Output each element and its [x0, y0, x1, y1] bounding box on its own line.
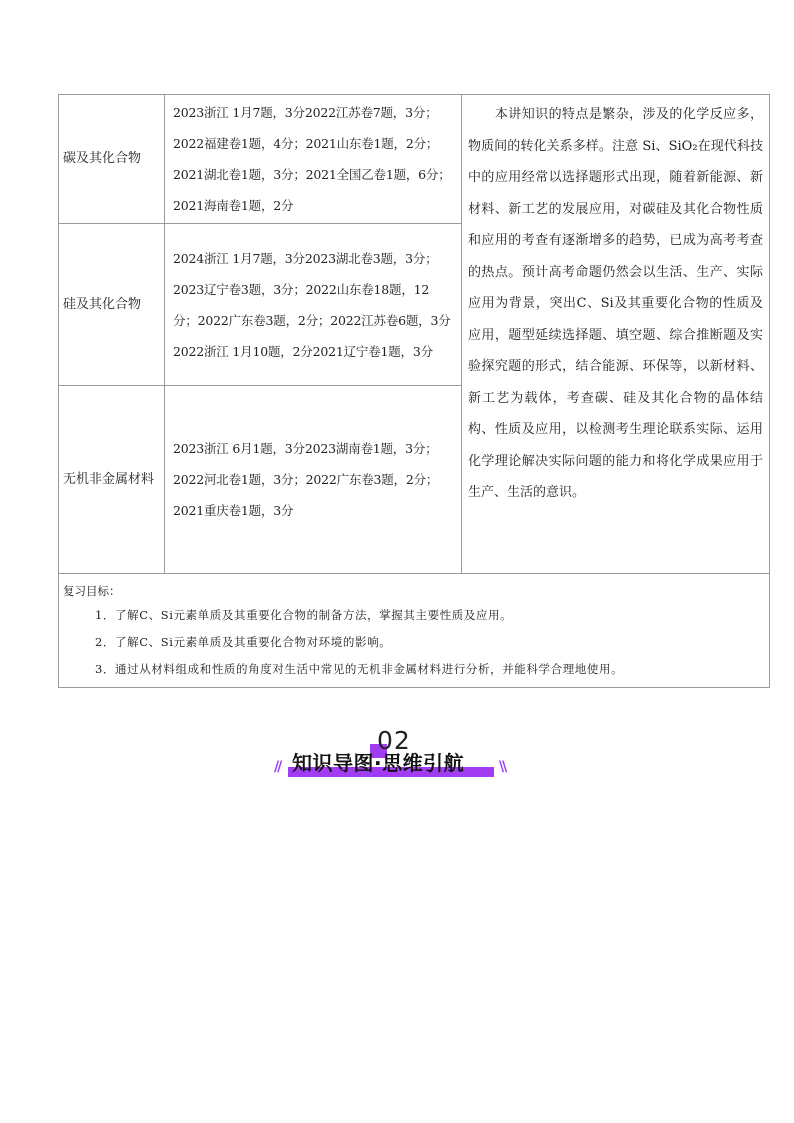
exam-list-cell: 2023浙江 6月1题，3分2023湖南卷1题，3分；2022河北卷1题，3分；2022广东卷3题，2分；2021重庆卷1题，3分 [165, 386, 462, 574]
topic-cell: 无机非金属材料 [59, 386, 165, 574]
section-header [0, 714, 794, 784]
goals-row [59, 574, 770, 688]
exam-list-cell: 2024浙江 1月7题，3分2023湖北卷3题，3分；2023辽宁卷3题，3分；2022山东卷18题，12分；2022广东卷3题，2分；2022江苏卷6题，3分2022浙江 1月10题，2分2021辽宁卷1题，3分 [165, 224, 462, 386]
goal-item: 3．通过从材料组成和性质的角度对生活中常见的无机非金属材料进行分析，并能科学合理地使用。 [95, 662, 624, 676]
section-title: 知识导图·思维引航 [292, 751, 465, 775]
goal-item: 1．了解C、Si元素单质及其重要化合物的制备方法，掌握其主要性质及应用。 [95, 608, 513, 622]
topic-cell: 硅及其化合物 [59, 224, 165, 386]
review-goals-cell [59, 574, 770, 688]
topic-cell: 碳及其化合物 [59, 95, 165, 224]
left-slash-decoration: // [274, 759, 281, 775]
section-number: 02 [377, 726, 411, 755]
exam-list-cell: 2023浙江 1月7题，3分2022江苏卷7题，3分；2022福建卷1题，4分；2021山东卷1题，2分；2021湖北卷1题，3分；2021全国乙卷1题，6分；2021海南卷1题，2分 [165, 95, 462, 224]
goals-title: 复习目标： [63, 584, 121, 598]
exam-analysis-table [58, 94, 770, 688]
goal-item: 2．了解C、Si元素单质及其重要化合物对环境的影响。 [95, 635, 392, 649]
table-row [59, 95, 770, 224]
right-slash-decoration: \\ [499, 759, 506, 775]
analysis-cell: 本讲知识的特点是繁杂，涉及的化学反应多，物质间的转化关系多样。注意 Si、SiO₂在现代科技中的应用经常以选择题形式出现，随着新能源、新材料、新工艺的发展应用，对碳硅及其化合物性质和应用的考查有逐渐增多的趋势，已成为高考考查的热点。预计高考命题仍然会以生活、生产、实际应用为背景，突出C、Si及其重要化合物的性质及应用，题型延续选择题、填空题、综合推断题及实验探究题的形式，结合能源、环保等，以新材料、新工艺为载体，考查碳、硅及其化合物的晶体结构、性质及应用，以检测考生理论联系实际、运用化学理论解决实际问题的能力和将化学成果应用于生产、生活的意识。 [462, 95, 770, 574]
